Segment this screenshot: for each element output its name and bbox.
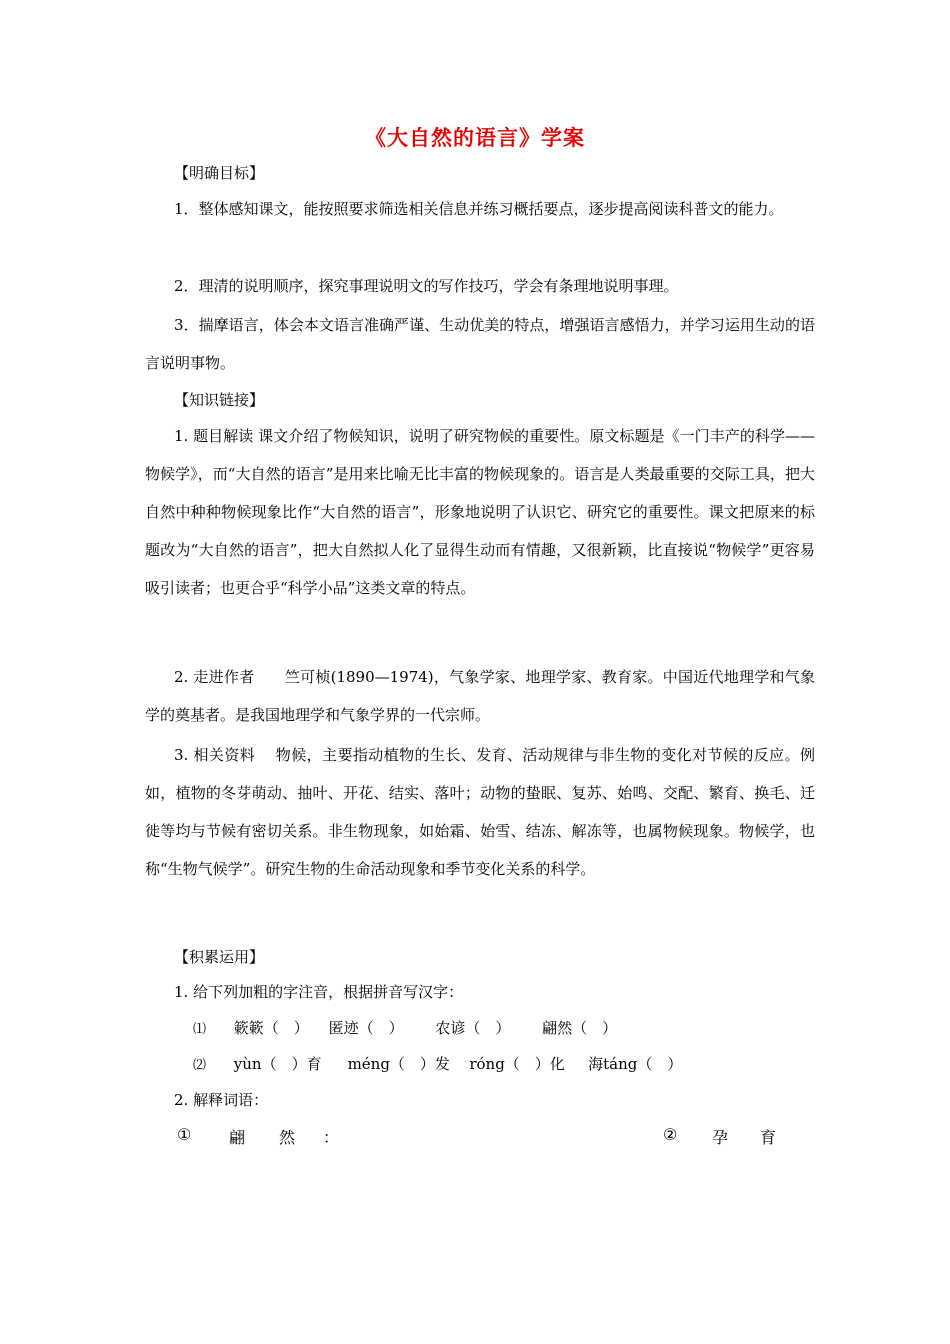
pinyin-row-2	[193, 1053, 682, 1074]
pinyin-item: 农谚（ ）	[435, 1019, 511, 1037]
colon: ：	[323, 1128, 340, 1147]
question-2: 2. 解释词语：	[174, 1091, 269, 1109]
knowledge-item-2: 2. 走进作者 竺可桢(1890—1974)，气象学家、地理学家、教育家。中国近代地理学和气象学的奠基者。是我国地理学和气象学界的一代宗师。	[145, 668, 815, 724]
pinyin-item: 海táng（ ）	[588, 1055, 683, 1073]
word-char: 育	[760, 1128, 777, 1147]
section-heading-knowledge: 【知识链接】	[174, 391, 265, 409]
pinyin-item: 簌簌（ ）	[233, 1019, 309, 1037]
goal-item-3: 3．揣摩语言，体会本文语言准确严谨、生动优美的特点，增强语言感悟力，并学习运用生动的语言说明事物。	[145, 316, 815, 372]
knowledge-item-3: 3. 相关资料 物候，主要指动植物的生长、发育、活动规律与非生物的变化对节候的反应。例如，植物的冬芽萌动、抽叶、开花、结实、落叶；动物的蛰眠、复苏、始鸣、交配、繁育、换毛、迁徙等均与节候有密切关系。非生物现象，如始霜、始雪、结冻、解冻等，也属物候现象。物候学，也称“生物气候学”。研究生物的生命活动现象和季节变化关系的科学。	[145, 746, 815, 878]
word-char: 孕	[712, 1128, 729, 1147]
pinyin-item: méng（ ）发	[347, 1055, 450, 1073]
word-char: 然	[279, 1128, 296, 1147]
pinyin-item: 翩然（ ）	[542, 1019, 618, 1037]
row-number: ⑵	[193, 1058, 207, 1073]
pinyin-item: róng（ ）化	[469, 1055, 565, 1073]
page-title: 《大自然的语言》学案	[365, 126, 585, 150]
pinyin-item: yùn（ ）育	[233, 1055, 322, 1073]
pinyin-item: 匿迹（ ）	[328, 1019, 404, 1037]
question-1: 1. 给下列加粗的字注音，根据拼音写汉字：	[174, 983, 464, 1001]
goal-item-2: 2．理清的说明顺序，探究事理说明文的写作技巧，学会有条理地说明事理。	[174, 277, 679, 295]
circled-number: ②	[663, 1125, 678, 1144]
pinyin-row-1	[193, 1017, 617, 1038]
circled-number: ①	[177, 1125, 192, 1144]
word-char: 翩	[229, 1128, 246, 1147]
row-number: ⑴	[193, 1022, 207, 1037]
section-heading-practice: 【积累运用】	[174, 948, 265, 966]
goal-item-1: 1．整体感知课文，能按照要求筛选相关信息并练习概括要点，逐步提高阅读科普文的能力。	[174, 200, 784, 218]
knowledge-item-1: 1. 题目解读 课文介绍了物候知识，说明了研究物候的重要性。原文标题是《一门丰产的科学——物候学》，而“大自然的语言”是用来比喻无比丰富的物候现象的。语言是人类最重要的交际工具，把大自然中种种物候现象比作“大自然的语言”，形象地说明了认识它、研究它的重要性。课文把原来的标题改为“大自然的语言”，把大自然拟人化了显得生动而有情趣，又很新颖，比直接说“物候学”更容易吸引读者；也更合乎“科学小品”这类文章的特点。	[145, 427, 815, 597]
section-heading-goals: 【明确目标】	[174, 164, 265, 182]
